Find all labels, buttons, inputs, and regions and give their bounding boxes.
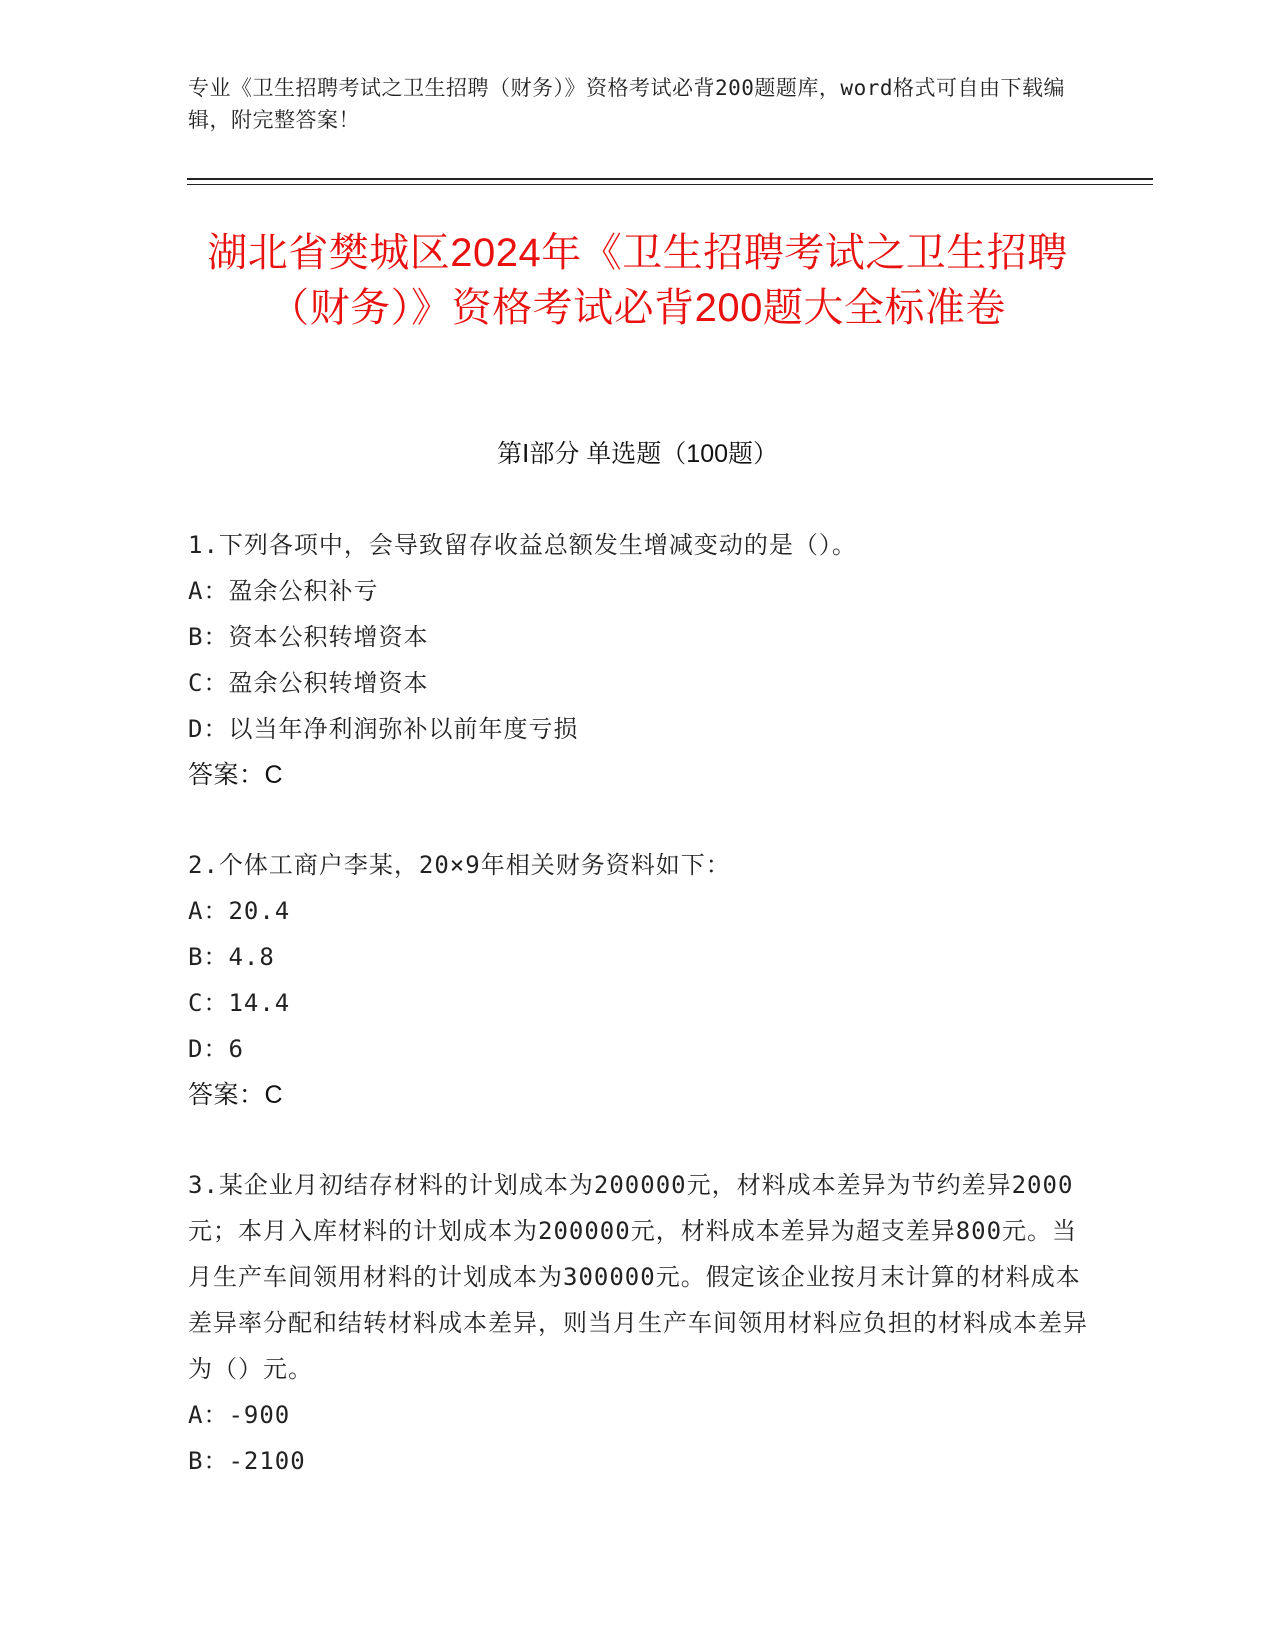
option-b: B：4.8	[188, 943, 275, 971]
question-stem: 1.下列各项中，会导致留存收益总额发生增减变动的是（）。	[188, 531, 857, 559]
header-divider-thick	[187, 178, 1153, 180]
question-stem: 3.某企业月初结存材料的计划成本为200000元，材料成本差异为节约差异2000元；本月入库材料的计划成本为200000元，材料成本差异为超支差异800元。当月生产车间领用材料的计划成本为300000元。假定该企业按月末计算的材料成本差异率分配和结转材料成本差异，则当月生产车间领用材料应负担的材料成本差异为（）元。	[188, 1171, 1088, 1383]
header-note: 专业《卫生招聘考试之卫生招聘（财务）》资格考试必背200题题库，word格式可自由下载编辑，附完整答案！	[188, 76, 1065, 132]
option-b: B：-2100	[188, 1447, 306, 1475]
answer-line: 答案：C	[188, 761, 284, 789]
option-d: D：以当年净利润弥补以前年度亏损	[188, 715, 579, 743]
document-title: 湖北省樊城区2024年《卫生招聘考试之卫生招聘（财务）》资格考试必背200题大全标准卷	[207, 231, 1068, 330]
question-1	[188, 522, 1088, 798]
option-c: C：盈余公积转增资本	[188, 669, 429, 697]
question-list	[188, 522, 1088, 1484]
question-2	[188, 842, 1088, 1118]
option-c: C：14.4	[188, 989, 291, 1017]
question-stem: 2.个体工商户李某，20×9年相关财务资料如下：	[188, 851, 731, 879]
question-spacer	[188, 798, 1088, 842]
option-d: D：6	[188, 1035, 244, 1063]
question-3	[188, 1162, 1088, 1484]
option-a: A：-900	[188, 1401, 291, 1429]
option-a: A：20.4	[188, 897, 291, 925]
option-a: A：盈余公积补亏	[188, 577, 379, 605]
section-heading: 第Ⅰ部分 单选题（100题）	[496, 440, 779, 468]
header-divider-thin	[187, 184, 1153, 185]
answer-line: 答案：C	[188, 1081, 284, 1109]
option-b: B：资本公积转增资本	[188, 623, 429, 651]
question-spacer	[188, 1118, 1088, 1162]
